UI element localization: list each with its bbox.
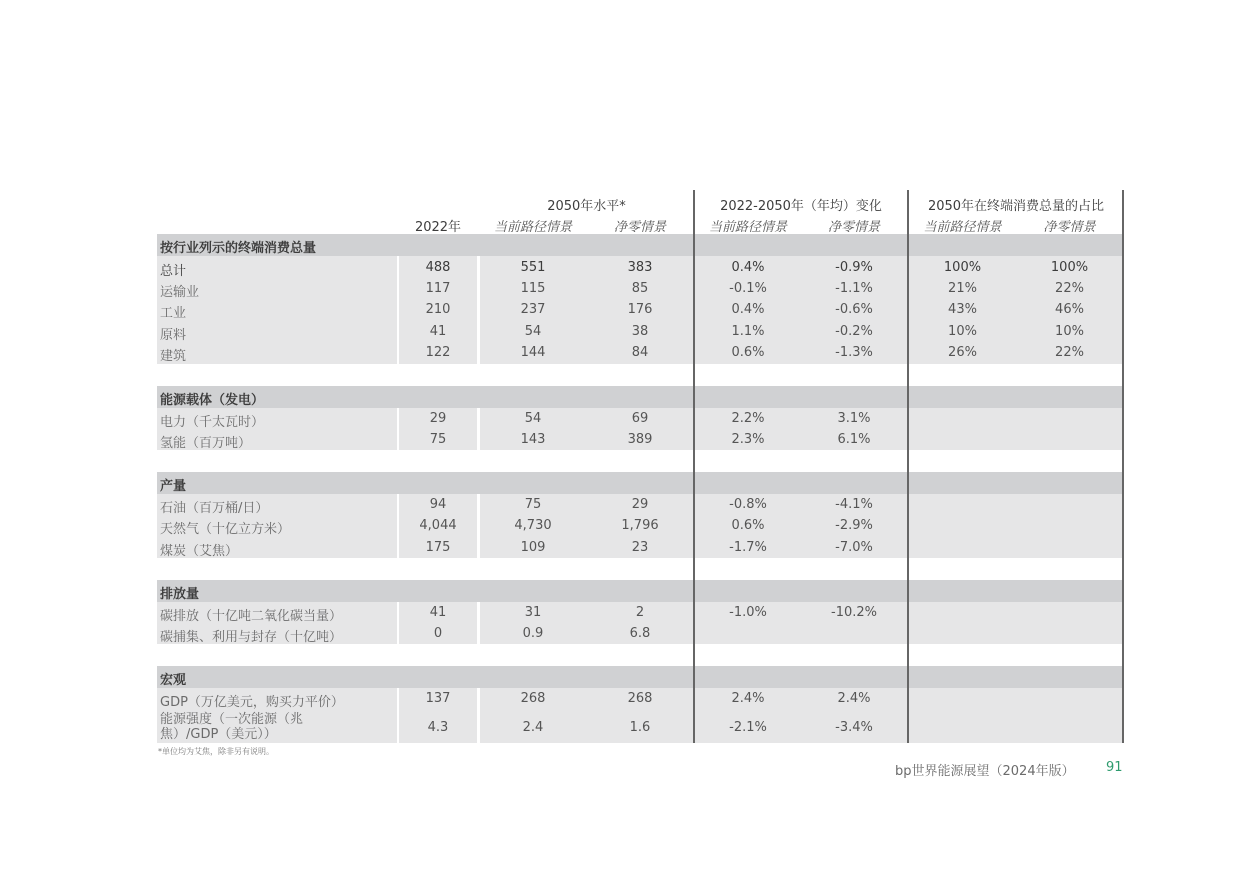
row-label: 电力（千太瓦时） — [160, 415, 265, 430]
cell-level-netzero: 84 — [631, 345, 649, 360]
cell-level-netzero: 2 — [635, 605, 645, 620]
cell-2022: 137 — [425, 691, 451, 706]
cell-level-current: 75 — [524, 497, 542, 512]
cell-2022: 29 — [429, 411, 447, 426]
cell-share-current: 21% — [948, 281, 977, 296]
cell-change-netzero: -3.4% — [835, 720, 873, 735]
cell-change-current: -2.1% — [729, 720, 767, 735]
section-gap — [157, 644, 1123, 666]
row-label: 天然气（十亿立方米） — [160, 522, 291, 537]
row-label: 运输业 — [160, 285, 200, 300]
table-row — [157, 494, 1123, 515]
cell-level-current: 237 — [520, 302, 546, 317]
cell-level-netzero: 85 — [631, 281, 649, 296]
cell-change-netzero: -10.2% — [831, 605, 877, 620]
cell-change-current: 0.4% — [731, 260, 765, 275]
section-gap — [157, 364, 1123, 386]
cell-level-netzero: 383 — [627, 260, 653, 275]
section-title: 宏观 — [160, 673, 187, 688]
cell-change-netzero: -0.2% — [835, 324, 873, 339]
page-number: 91 — [1106, 760, 1123, 775]
table-row — [157, 537, 1123, 558]
table-row — [157, 688, 1123, 709]
cell-change-current: 0.6% — [731, 518, 765, 533]
cell-change-current: 0.6% — [731, 345, 765, 360]
cell-change-netzero: -7.0% — [835, 540, 873, 555]
cell-change-netzero: -0.9% — [835, 260, 873, 275]
cell-share-netzero: 100% — [1050, 260, 1089, 275]
cell-share-current: 26% — [948, 345, 977, 360]
cell-2022: 122 — [425, 345, 451, 360]
section-header-production — [157, 472, 1123, 494]
cell-share-netzero: 46% — [1055, 302, 1084, 317]
cell-change-netzero: -2.9% — [835, 518, 873, 533]
table-row — [157, 257, 1123, 278]
cell-2022: 94 — [429, 497, 447, 512]
cell-change-current: -0.8% — [729, 497, 767, 512]
cell-share-netzero: 22% — [1055, 345, 1084, 360]
table-row — [157, 515, 1123, 536]
cell-change-netzero: 6.1% — [837, 432, 871, 447]
cell-level-netzero: 69 — [631, 411, 649, 426]
cell-level-current: 54 — [524, 324, 542, 339]
row-label: 建筑 — [160, 349, 187, 364]
cell-level-netzero: 38 — [631, 324, 649, 339]
row-label: 氢能（百万吨） — [160, 436, 252, 451]
row-label: GDP（万亿美元，购买力平价） — [160, 695, 344, 710]
cell-share-current: 43% — [948, 302, 977, 317]
section-gap — [157, 558, 1123, 580]
cell-level-current: 0.9 — [522, 626, 544, 641]
footnote: *单位均为艾焦，除非另有说明。 — [158, 747, 274, 756]
cell-level-netzero: 176 — [627, 302, 653, 317]
cell-level-current: 109 — [520, 540, 546, 555]
cell-2022: 4.3 — [427, 720, 449, 735]
cell-share-current: 100% — [943, 260, 982, 275]
cell-change-netzero: -1.3% — [835, 345, 873, 360]
cell-change-current: -1.7% — [729, 540, 767, 555]
header-2022: 2022年 — [414, 220, 462, 235]
cell-change-current: 1.1% — [731, 324, 765, 339]
cell-level-netzero: 6.8 — [629, 626, 651, 641]
row-label: 石油（百万桶/日） — [160, 501, 269, 516]
cell-level-current: 268 — [520, 691, 546, 706]
section-header-final-consumption — [157, 234, 1123, 256]
section-title: 按行业列示的终端消费总量 — [160, 241, 317, 256]
table-row — [157, 321, 1123, 342]
cell-2022: 210 — [425, 302, 451, 317]
cell-share-netzero: 10% — [1055, 324, 1084, 339]
cell-2022: 117 — [425, 281, 451, 296]
section-title: 排放量 — [160, 587, 200, 602]
section-title: 产量 — [160, 479, 187, 494]
cell-change-netzero: 3.1% — [837, 411, 871, 426]
cell-level-netzero: 29 — [631, 497, 649, 512]
cell-2022: 41 — [429, 324, 447, 339]
header-change: 2022-2050年（年均）变化 — [720, 199, 882, 214]
table-row — [157, 429, 1123, 450]
section-header-emissions — [157, 580, 1123, 602]
cell-change-netzero: -4.1% — [835, 497, 873, 512]
row-label: 煤炭（艾焦） — [160, 544, 239, 559]
cell-level-current: 144 — [520, 345, 546, 360]
row-label: 碳捕集、利用与封存（十亿吨） — [160, 630, 343, 645]
cell-level-netzero: 1,796 — [621, 518, 659, 533]
cell-2022: 75 — [429, 432, 447, 447]
header-2050-level: 2050年水平* — [547, 199, 626, 214]
header-current-path: 当前路径情景 — [493, 220, 572, 235]
cell-change-current: 0.4% — [731, 302, 765, 317]
header-net-zero: 净零情景 — [827, 220, 880, 235]
header-net-zero: 净零情景 — [613, 220, 666, 235]
row-label: 能源强度（一次能源（兆焦）/GDP（美元）） — [160, 712, 304, 742]
cell-change-current: 2.3% — [731, 432, 765, 447]
table-row — [157, 710, 1123, 743]
section-gap — [157, 450, 1123, 472]
cell-change-netzero: -1.1% — [835, 281, 873, 296]
table-row — [157, 342, 1123, 363]
footer-title: bp世界能源展望（2024年版） — [895, 764, 1075, 779]
table-row — [157, 299, 1123, 320]
cell-level-netzero: 1.6 — [629, 720, 651, 735]
table-row — [157, 278, 1123, 299]
cell-level-current: 54 — [524, 411, 542, 426]
cell-change-current: -1.0% — [729, 605, 767, 620]
header-share: 2050年在终端消费总量的占比 — [927, 199, 1105, 214]
table-row — [157, 602, 1123, 623]
cell-level-current: 115 — [520, 281, 546, 296]
cell-change-current: 2.4% — [731, 691, 765, 706]
cell-2022: 175 — [425, 540, 451, 555]
row-label: 原料 — [160, 328, 187, 343]
cell-share-netzero: 22% — [1055, 281, 1084, 296]
cell-2022: 488 — [425, 260, 451, 275]
section-header-energy-carriers — [157, 386, 1123, 408]
cell-level-netzero: 23 — [631, 540, 649, 555]
cell-level-current: 143 — [520, 432, 546, 447]
cell-level-current: 31 — [524, 605, 542, 620]
cell-2022: 4,044 — [419, 518, 457, 533]
cell-level-current: 4,730 — [514, 518, 552, 533]
header-current-path: 当前路径情景 — [708, 220, 787, 235]
cell-level-current: 551 — [520, 260, 546, 275]
section-header-macro — [157, 666, 1123, 688]
cell-change-netzero: 2.4% — [837, 691, 871, 706]
cell-level-netzero: 389 — [627, 432, 653, 447]
section-title: 能源载体（发电） — [160, 393, 265, 408]
cell-2022: 41 — [429, 605, 447, 620]
header-net-zero: 净零情景 — [1043, 220, 1096, 235]
cell-share-current: 10% — [948, 324, 977, 339]
row-label: 碳排放（十亿吨二氧化碳当量） — [160, 609, 343, 624]
cell-level-netzero: 268 — [627, 691, 653, 706]
cell-2022: 0 — [433, 626, 443, 641]
row-label: 总计 — [160, 264, 187, 279]
cell-level-current: 2.4 — [522, 720, 544, 735]
cell-change-current: -0.1% — [729, 281, 767, 296]
cell-change-current: 2.2% — [731, 411, 765, 426]
header-current-path: 当前路径情景 — [923, 220, 1002, 235]
row-label: 工业 — [160, 306, 187, 321]
table-row — [157, 623, 1123, 644]
table-row — [157, 408, 1123, 429]
cell-change-netzero: -0.6% — [835, 302, 873, 317]
